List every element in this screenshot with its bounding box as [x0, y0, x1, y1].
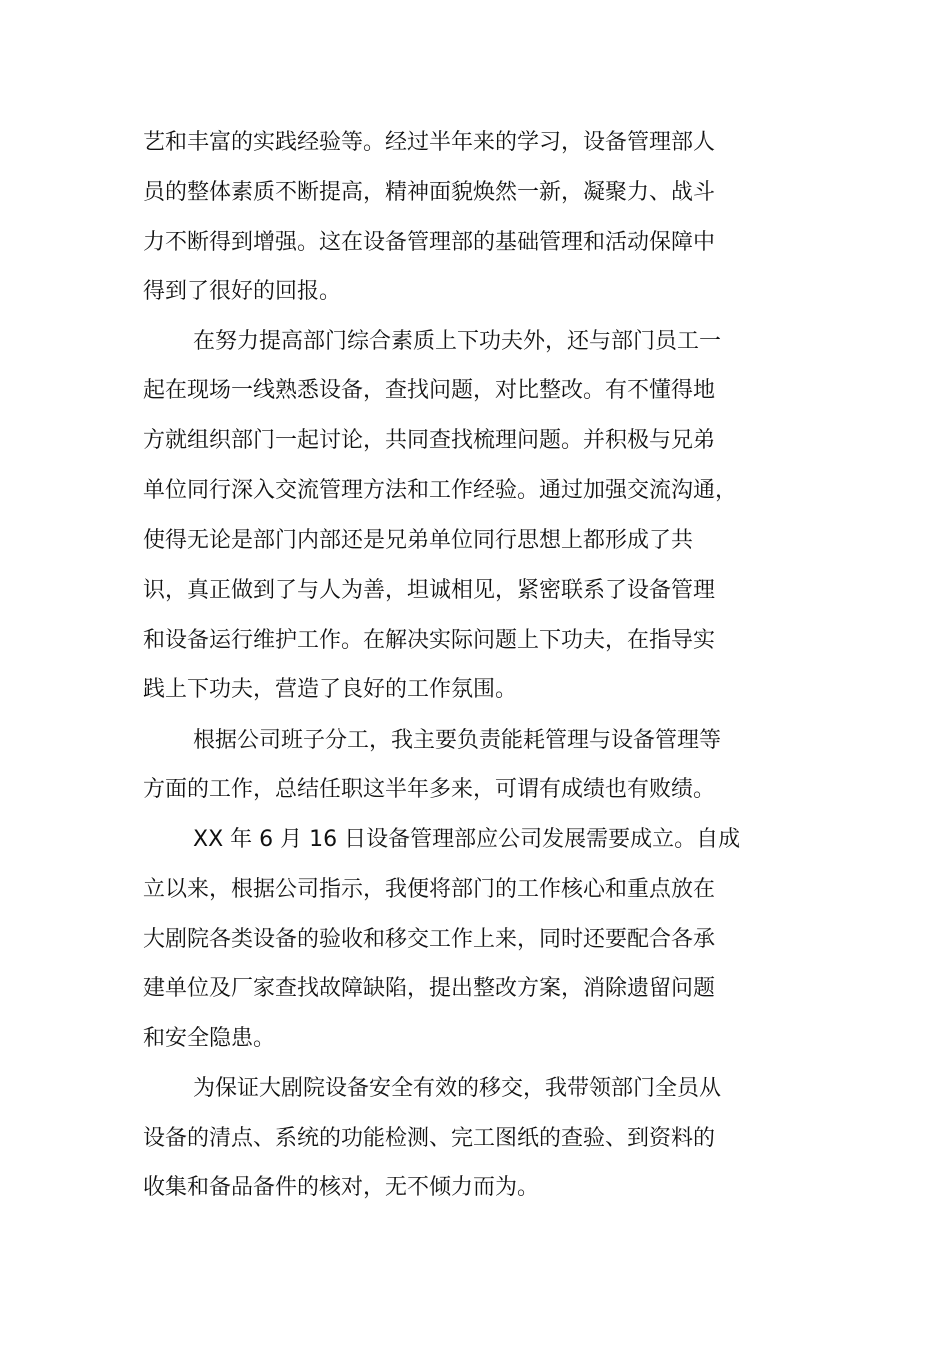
paragraph-first-line: 根据公司班子分工，我主要负责能耗管理与设备管理等	[193, 728, 722, 753]
text-line: 大剧院各类设备的验收和移交工作上来，同时还要配合各承	[143, 927, 716, 952]
paragraph-first-line: 为保证大剧院设备安全有效的移交，我带领部门全员从	[193, 1076, 722, 1101]
text-line: 起在现场一线熟悉设备，查找问题，对比整改。有不懂得地	[143, 378, 716, 403]
text-line: 和安全隐患。	[143, 1026, 276, 1051]
text-line: 立以来，根据公司指示，我便将部门的工作核心和重点放在	[143, 877, 716, 902]
text-line: 使得无论是部门内部还是兄弟单位同行思想上都形成了共	[143, 528, 694, 553]
paragraph-first-line: XX 年 6 月 16 日设备管理部应公司发展需要成立。自成	[193, 827, 741, 852]
text-line: 识，真正做到了与人为善，坦诚相见，紧密联系了设备管理	[143, 578, 716, 603]
text-line: 建单位及厂家查找故障缺陷，提出整改方案，消除遗留问题	[143, 976, 716, 1001]
text-line: 艺和丰富的实践经验等。经过半年来的学习，设备管理部人	[143, 130, 716, 155]
text-line: 收集和备品备件的核对，无不倾力而为。	[143, 1175, 540, 1200]
text-line: 设备的清点、系统的功能检测、完工图纸的查验、到资料的	[143, 1126, 716, 1151]
text-line: 方面的工作，总结任职这半年多来，可谓有成绩也有败绩。	[143, 777, 716, 802]
paragraph-first-line: 在努力提高部门综合素质上下功夫外，还与部门员工一	[193, 329, 722, 354]
text-line: 方就组织部门一起讨论，共同查找梳理问题。并积极与兄弟	[143, 428, 716, 453]
text-line: 践上下功夫，营造了良好的工作氛围。	[143, 677, 518, 702]
text-line: 得到了很好的回报。	[143, 279, 342, 304]
text-line: 力不断得到增强。这在设备管理部的基础管理和活动保障中	[143, 230, 716, 255]
text-line: 员的整体素质不断提高，精神面貌焕然一新，凝聚力、战斗	[143, 180, 716, 205]
text-line: 单位同行深入交流管理方法和工作经验。通过加强交流沟通，	[143, 478, 738, 503]
text-line: 和设备运行维护工作。在解决实际问题上下功夫，在指导实	[143, 628, 716, 653]
